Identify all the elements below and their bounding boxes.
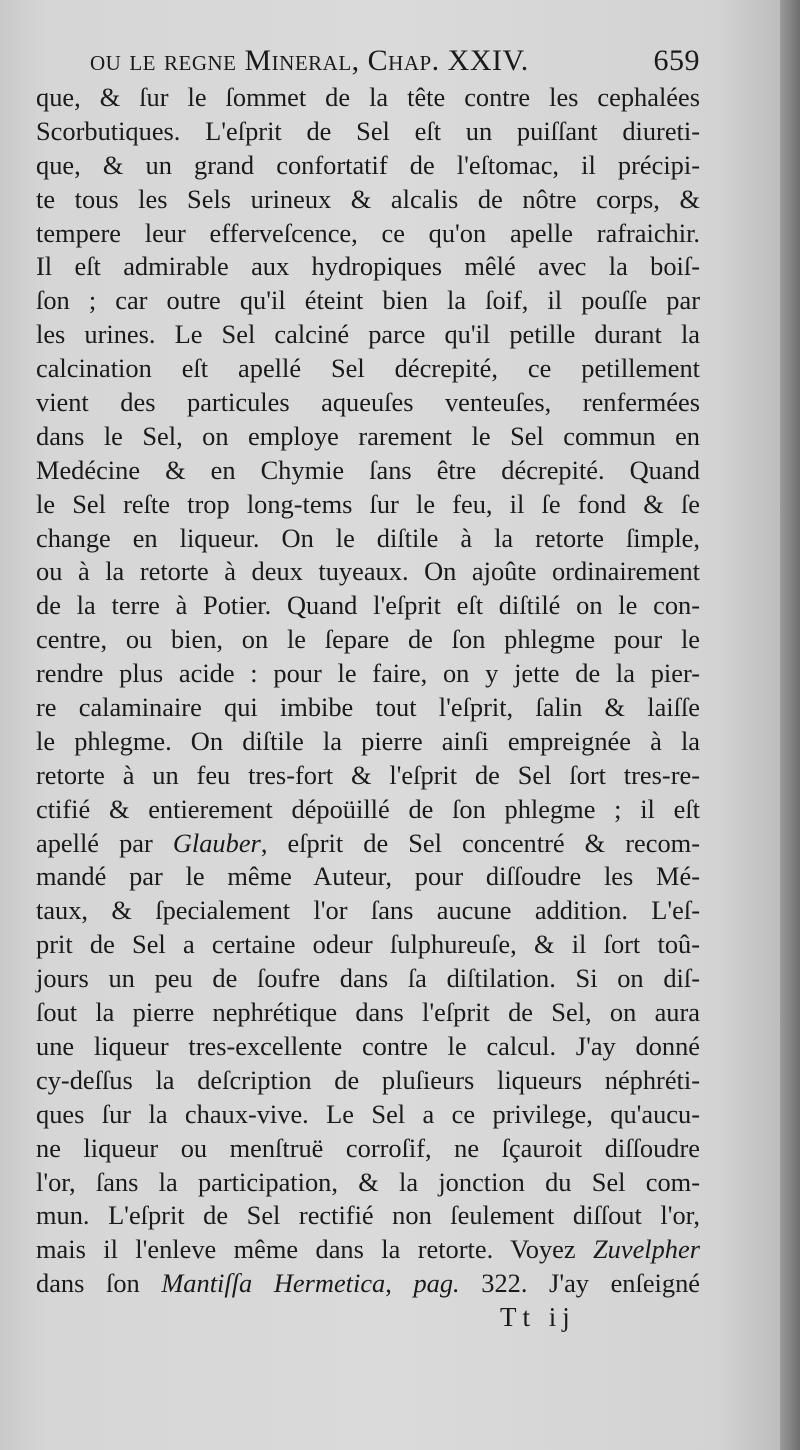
text-line: centre, ou bien, on le ſepare de ſon phlegme pour le bbox=[36, 624, 700, 655]
text-line: vient des particules aqueuſes venteuſes, renfermées bbox=[36, 387, 700, 418]
text-line: ne liqueur ou menſtruë corroſif, ne ſçauroit diſſoudre bbox=[36, 1132, 700, 1163]
body-text bbox=[36, 81, 700, 1301]
text-line: ſout la pierre nephrétique dans l'eſprit de Sel, on aura bbox=[36, 997, 700, 1028]
text-line: que, & ſur le ſommet de la tête contre les cephalées bbox=[36, 82, 700, 112]
text-line: change en liqueur. On le diſtile à la retorte ſimple, bbox=[36, 522, 700, 553]
text-line: dans le Sel, on employe rarement le Sel commun en bbox=[36, 420, 700, 451]
text-line: apellé par Glauber, eſprit de Sel concentré & recom- bbox=[36, 827, 700, 858]
text-line: taux, & ſpecialement l'or ſans aucune addition. L'eſ- bbox=[36, 895, 700, 926]
running-head: ou le regne Mineral, Chap. XXIV. bbox=[90, 44, 529, 77]
page-number: 659 bbox=[653, 44, 700, 77]
text-line: te tous les Sels urineux & alcalis de nôtre corps, & bbox=[36, 183, 700, 214]
text-line: une liqueur tres-excellente contre le calcul. J'ay donné bbox=[36, 1030, 700, 1061]
text-line: ou à la retorte à deux tuyeaux. On ajoûte ordinairement bbox=[36, 556, 700, 587]
text-line: ſon ; car outre qu'il éteint bien la ſoif, il pouſſe par bbox=[36, 285, 700, 316]
text-line: mais il l'enleve même dans la retorte. Voyez Zuvelpher bbox=[36, 1234, 700, 1265]
text-line: mun. L'eſprit de Sel rectifié non ſeulement diſſout l'or, bbox=[36, 1200, 700, 1231]
text-line: retorte à un feu tres-fort & l'eſprit de Sel ſort tres-re- bbox=[36, 759, 700, 790]
text-line: Il eſt admirable aux hydropiques mêlé avec la boiſ- bbox=[36, 251, 700, 282]
text-line: les urines. Le Sel calciné parce qu'il petille durant la bbox=[36, 319, 700, 350]
text-line: ctifié & entierement dépoüillé de ſon phlegme ; il eſt bbox=[36, 793, 700, 824]
text-line: calcination eſt apellé Sel décrepité, ce petillement bbox=[36, 353, 700, 384]
signature-mark: Tt ij bbox=[500, 1302, 576, 1332]
text-line: re calaminaire qui imbibe tout l'eſprit, ſalin & laiſſe bbox=[36, 692, 700, 723]
text-line: le phlegme. On diſtile la pierre ainſi empreignée à la bbox=[36, 725, 700, 756]
text-line: de la terre à Potier. Quand l'eſprit eſt diſtilé on le con- bbox=[36, 590, 700, 621]
text-line: jours un peu de ſoufre dans ſa diſtilation. Si on diſ- bbox=[36, 963, 700, 994]
text-line: dans ſon Mantiſſa Hermetica, pag. 322. J'ay enſeigné bbox=[36, 1268, 700, 1299]
text-line: ques ſur la chaux-vive. Le Sel a ce privilege, qu'aucu- bbox=[36, 1098, 700, 1129]
text-line: Medécine & en Chymie ſans être décrepité. Quand bbox=[36, 454, 700, 485]
text-line: le Sel reſte trop long-tems ſur le feu, il ſe fond & ſe bbox=[36, 488, 700, 519]
text-line: Scorbutiques. L'eſprit de Sel eſt un puiſſant diureti- bbox=[36, 115, 700, 146]
text-line: prit de Sel a certaine odeur ſulphureuſe, & il ſort toû- bbox=[36, 929, 700, 960]
text-line: cy-deſſus la deſcription de pluſieurs liqueurs néphréti- bbox=[36, 1064, 700, 1095]
text-line: rendre plus acide : pour le faire, on y jette de la pier- bbox=[36, 658, 700, 689]
text-line: tempere leur efferveſcence, ce qu'on apelle rafraichir. bbox=[36, 217, 700, 248]
text-line: que, & un grand confortatif de l'eſtomac, il précipi- bbox=[36, 149, 700, 180]
text-line: mandé par le même Auteur, pour diſſoudre les Mé- bbox=[36, 861, 700, 892]
text-line: l'or, ſans la participation, & la jonction du Sel com- bbox=[36, 1166, 700, 1197]
page-edge bbox=[780, 0, 800, 1450]
